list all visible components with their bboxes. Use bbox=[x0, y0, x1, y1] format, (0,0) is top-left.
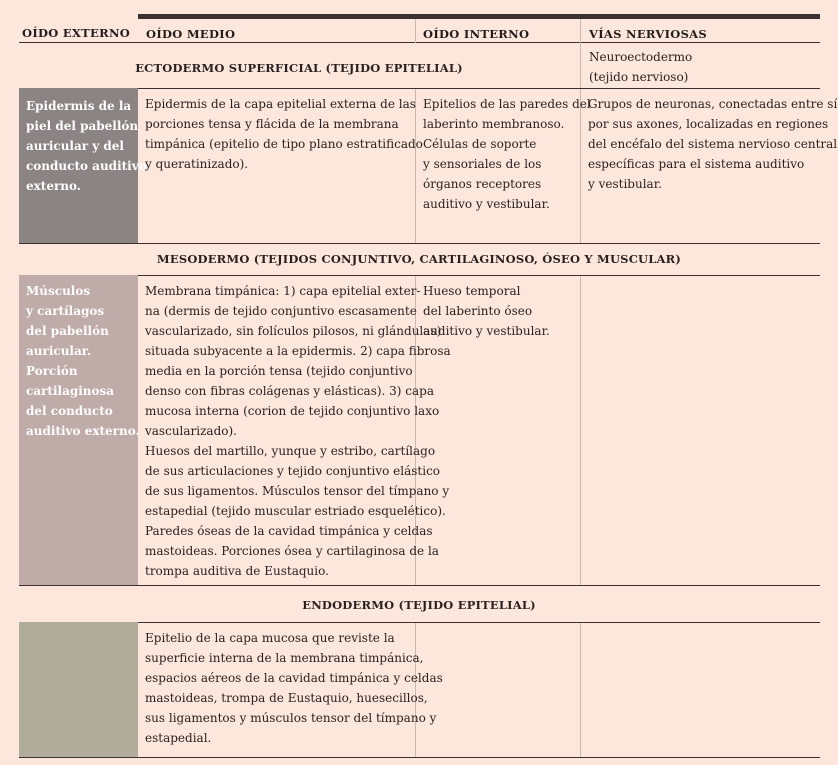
cell-line: mastoideas, trompa de Eustaquio, huesecillos, bbox=[145, 691, 428, 705]
cell-line: espacios aéreos de la cavidad timpánica y celdas bbox=[145, 671, 443, 685]
cell-oido-interno bbox=[423, 94, 591, 214]
cell-line: situada subyacente a la epidermis. 2) capa fibrosa bbox=[145, 344, 451, 358]
cell-line: Epitelios de las paredes del bbox=[423, 97, 591, 111]
cell-line: y queratinizado). bbox=[145, 157, 249, 171]
section-rule bbox=[19, 622, 820, 623]
side-block-endodermo bbox=[19, 622, 138, 757]
col-sep-2 bbox=[580, 275, 581, 585]
cell-line: del conducto bbox=[26, 404, 113, 418]
cell-line: Células de soporte bbox=[423, 137, 537, 151]
section-rule bbox=[19, 243, 820, 244]
cell-line: del laberinto óseo bbox=[423, 304, 533, 318]
cell-line: denso con fibras colágenas y elásticas). 3) capa bbox=[145, 384, 435, 398]
cell-line: Grupos de neuronas, conectadas entre sí bbox=[588, 97, 838, 111]
cell-oido-externo bbox=[26, 281, 140, 441]
cell-line: Hueso temporal bbox=[423, 284, 521, 298]
cell-line: vascularizado, sin folículos pilosos, ni glándulas) bbox=[145, 324, 442, 338]
note-line: Neuroectodermo bbox=[589, 50, 693, 64]
section-rule bbox=[19, 585, 820, 586]
bottom-rule bbox=[19, 757, 820, 758]
cell-line: por sus axones, localizadas en regiones bbox=[588, 117, 829, 131]
cell-line: del encéfalo del sistema nervioso central bbox=[588, 137, 838, 151]
cell-line: Huesos del martillo, yunque y estribo, cartílago bbox=[145, 444, 436, 458]
cell-line: auricular. bbox=[26, 344, 92, 358]
cell-line: Epidermis de la bbox=[26, 99, 132, 113]
cell-line: auditivo y vestibular. bbox=[423, 324, 550, 338]
cell-line: porciones tensa y flácida de la membrana bbox=[145, 117, 399, 131]
cell-line: externo. bbox=[26, 179, 81, 193]
cell-line: media en la porción tensa (tejido conjuntivo bbox=[145, 364, 413, 378]
side-block-ectodermo bbox=[19, 88, 147, 243]
cell-oido-externo bbox=[26, 96, 147, 196]
side-block-mesodermo bbox=[19, 275, 138, 585]
cell-line: trompa auditiva de Eustaquio. bbox=[145, 564, 329, 578]
section-title-mesodermo: MESODERMO (TEJIDOS CONJUNTIVO, CARTILAGINOSO, ÓSEO Y MUSCULAR) bbox=[156, 252, 682, 266]
cell-line: de sus ligamentos. Músculos tensor del tímpano y bbox=[145, 484, 450, 498]
col-sep-1 bbox=[415, 19, 416, 43]
cell-line: timpánica (epitelio de tipo plano estratificado bbox=[145, 137, 423, 151]
cell-line: del pabellón bbox=[26, 324, 109, 338]
cell-line: mucosa interna (corion de tejido conjuntivo laxo bbox=[145, 404, 440, 418]
top-thick-rule bbox=[138, 14, 820, 19]
cell-vias-nerviosas bbox=[588, 94, 837, 194]
cell-line: Epidermis de la capa epitelial externa de las bbox=[145, 97, 416, 111]
cell-line: y sensoriales de los bbox=[423, 157, 542, 171]
col-sep-2 bbox=[580, 19, 581, 43]
cell-line: de sus articulaciones y tejido conjuntivo elástico bbox=[145, 464, 441, 478]
cell-line: estapedial (tejido muscular estriado esquelético). bbox=[145, 504, 446, 518]
col-header-oido-interno: OÍDO INTERNO bbox=[423, 27, 530, 41]
cell-line: na (dermis de tejido conjuntivo escasamente bbox=[145, 304, 417, 318]
cell-line: Porción bbox=[26, 364, 78, 378]
cell-line: y cartílagos bbox=[26, 304, 105, 318]
cell-line: auditivo y vestibular. bbox=[423, 197, 550, 211]
cell-line: piel del pabellón bbox=[26, 119, 139, 133]
cell-line: Músculos bbox=[26, 284, 91, 298]
cell-oido-medio bbox=[145, 628, 443, 748]
note-line: (tejido nervioso) bbox=[589, 70, 689, 84]
cell-line: Epitelio de la capa mucosa que reviste la bbox=[145, 631, 395, 645]
cell-line: específicas para el sistema auditivo bbox=[588, 157, 805, 171]
cell-line: Paredes óseas de la cavidad timpánica y celdas bbox=[145, 524, 433, 538]
cell-line: auditivo externo. bbox=[26, 424, 140, 438]
cell-line: estapedial. bbox=[145, 731, 212, 745]
cell-line: órganos receptores bbox=[423, 177, 542, 191]
cell-line: auricular y del bbox=[26, 139, 124, 153]
col-header-oido-externo: OÍDO EXTERNO bbox=[22, 26, 131, 40]
cell-line: superficie interna de la membrana timpánica, bbox=[145, 651, 424, 665]
col-header-vias-nerviosas: VÍAS NERVIOSAS bbox=[589, 27, 708, 41]
section-title-endodermo: ENDODERMO (TEJIDO EPITELIAL) bbox=[302, 598, 536, 612]
section-rule bbox=[19, 275, 820, 276]
cell-oido-medio bbox=[145, 94, 423, 174]
col-sep-2 bbox=[580, 622, 581, 757]
section-rule bbox=[19, 88, 820, 89]
cell-line: vascularizado). bbox=[145, 424, 237, 438]
cell-line: y vestibular. bbox=[588, 177, 662, 191]
cell-line: Membrana timpánica: 1) capa epitelial exter- bbox=[145, 284, 421, 298]
col-header-oido-medio: OÍDO MEDIO bbox=[146, 27, 236, 41]
header-rule bbox=[19, 42, 820, 43]
section-note-neuroectodermo bbox=[589, 47, 692, 87]
cell-oido-interno bbox=[423, 281, 550, 341]
cell-line: mastoideas. Porciones ósea y cartilaginosa de la bbox=[145, 544, 439, 558]
cell-line: sus ligamentos y músculos tensor del tímpano y bbox=[145, 711, 437, 725]
cell-oido-medio bbox=[145, 281, 451, 581]
cell-line: conducto auditivo bbox=[26, 159, 147, 173]
section-title-ectodermo: ECTODERMO SUPERFICIAL (TEJIDO EPITELIAL) bbox=[135, 61, 463, 75]
cell-line: laberinto membranoso. bbox=[423, 117, 565, 131]
cell-line: cartilaginosa bbox=[26, 384, 115, 398]
